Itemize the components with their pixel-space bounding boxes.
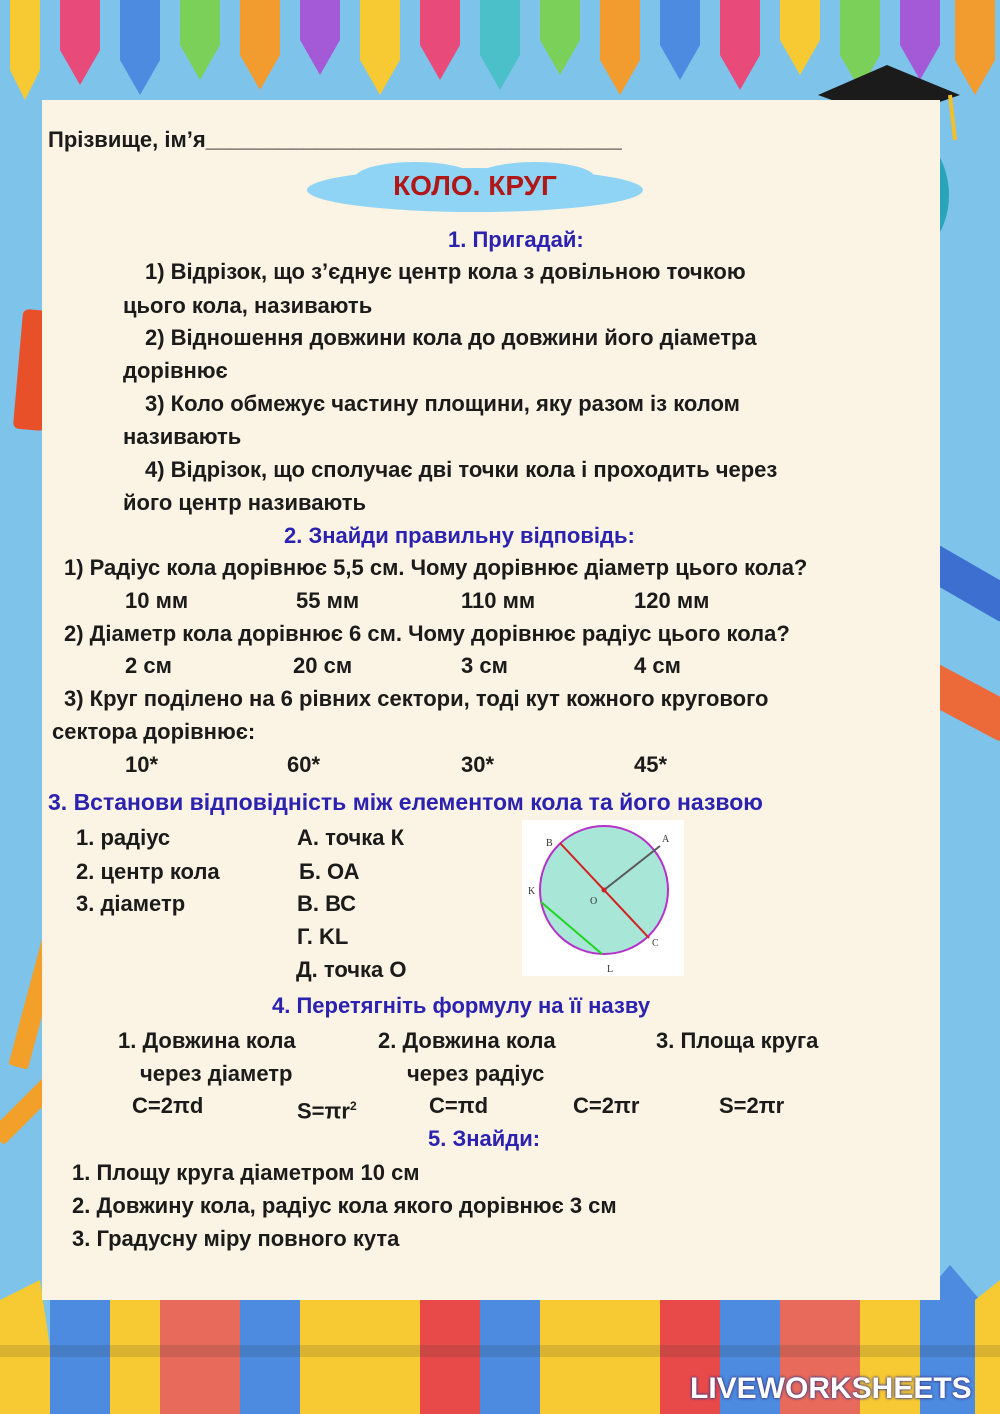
section1-line: його центр називають [123, 490, 367, 515]
section1-line: 4) Відрізок, що сполучає дві точки кола і проходить через [145, 457, 778, 482]
formula-draggable[interactable]: C=2πr [573, 1093, 640, 1118]
section5-heading: 5. Знайди: [428, 1126, 541, 1151]
formula-name: 2. Довжина кола [378, 1028, 556, 1053]
match-right-item[interactable]: Г. KL [297, 924, 349, 949]
section1-line: дорівнює [123, 358, 228, 383]
formula-name: 3. Площа круга [656, 1028, 819, 1053]
answer-option[interactable]: 60* [287, 752, 321, 777]
name-field-label: Прізвище, ім’я__________________________________ [48, 127, 622, 152]
circle-figure [522, 820, 684, 976]
page-title: КОЛО. КРУГ [393, 170, 557, 201]
label-k: K [528, 886, 536, 897]
formula-draggable[interactable]: C=2πd [132, 1093, 204, 1118]
label-b: B [546, 838, 553, 849]
label-a: A [662, 834, 670, 845]
formula-name: через радіус [407, 1061, 545, 1086]
section1-line: цього кола, називають [123, 293, 373, 318]
task-item: 3. Градусну міру повного кута [72, 1226, 400, 1251]
formula-text: S=πr [297, 1098, 350, 1124]
section2-heading: 2. Знайди правильну відповідь: [284, 523, 635, 548]
label-l: L [607, 964, 614, 975]
match-left-item[interactable]: 2. центр кола [76, 859, 220, 884]
circle-diagram [522, 820, 684, 976]
answer-option[interactable]: 45* [634, 752, 668, 777]
answer-option[interactable]: 30* [461, 752, 495, 777]
answer-option[interactable]: 10 мм [125, 588, 189, 613]
section1-heading: 1. Пригадай: [448, 227, 584, 252]
answer-option[interactable]: 120 мм [634, 588, 710, 613]
match-right-item[interactable]: Б. ОА [299, 859, 360, 884]
formula-draggable[interactable]: C=πd [429, 1093, 489, 1118]
answer-option[interactable]: 20 см [293, 653, 353, 678]
question-text: сектора дорівнює: [52, 719, 256, 744]
formula-draggable[interactable] [297, 1092, 357, 1125]
task-item: 1. Площу круга діаметром 10 см [72, 1160, 420, 1185]
match-right-item[interactable]: В. ВС [297, 891, 357, 916]
answer-option[interactable]: 3 см [461, 653, 508, 678]
match-right-item[interactable]: А. точка К [297, 825, 405, 850]
label-o: O [590, 896, 598, 907]
section1-line: називають [123, 424, 242, 449]
match-right-item[interactable]: Д. точка О [296, 957, 407, 982]
answer-option[interactable]: 2 см [125, 653, 172, 678]
formula-exponent: 2 [349, 1099, 357, 1113]
formula-name: 1. Довжина кола [118, 1028, 296, 1053]
answer-option[interactable]: 4 см [634, 653, 681, 678]
answer-option[interactable]: 110 мм [461, 588, 536, 613]
answer-option[interactable]: 55 мм [296, 588, 360, 613]
match-left-item[interactable]: 3. діаметр [76, 891, 186, 916]
section1-line: 3) Коло обмежує частину площини, яку разом із колом [145, 391, 740, 416]
answer-option[interactable]: 10* [125, 752, 159, 777]
formula-name: через діаметр [140, 1061, 293, 1086]
question-text: 2) Діаметр кола дорівнює 6 см. Чому дорівнює радіус цього кола? [64, 621, 790, 646]
section4-heading: 4. Перетягніть формулу на її назву [272, 993, 651, 1018]
liveworksheets-watermark: LIVEWORKSHEETS [690, 1372, 972, 1405]
section3-heading: 3. Встанови відповідність між елементом кола та його назвою [48, 789, 763, 815]
question-text: 3) Круг поділено на 6 рівних сектори, тоді кут кожного кругового [64, 686, 769, 711]
match-left-item[interactable]: 1. радіус [76, 825, 171, 850]
section1-line: 1) Відрізок, що з’єднує центр кола з довільною точкою [145, 259, 746, 284]
section1-line: 2) Відношення довжини кола до довжини його діаметра [145, 325, 757, 350]
label-c: C [652, 938, 659, 949]
task-item: 2. Довжину кола, радіус кола якого дорівнює 3 см [72, 1193, 617, 1218]
formula-draggable[interactable]: S=2πr [719, 1093, 785, 1118]
question-text: 1) Радіус кола дорівнює 5,5 см. Чому дорівнює діаметр цього кола? [64, 555, 808, 580]
